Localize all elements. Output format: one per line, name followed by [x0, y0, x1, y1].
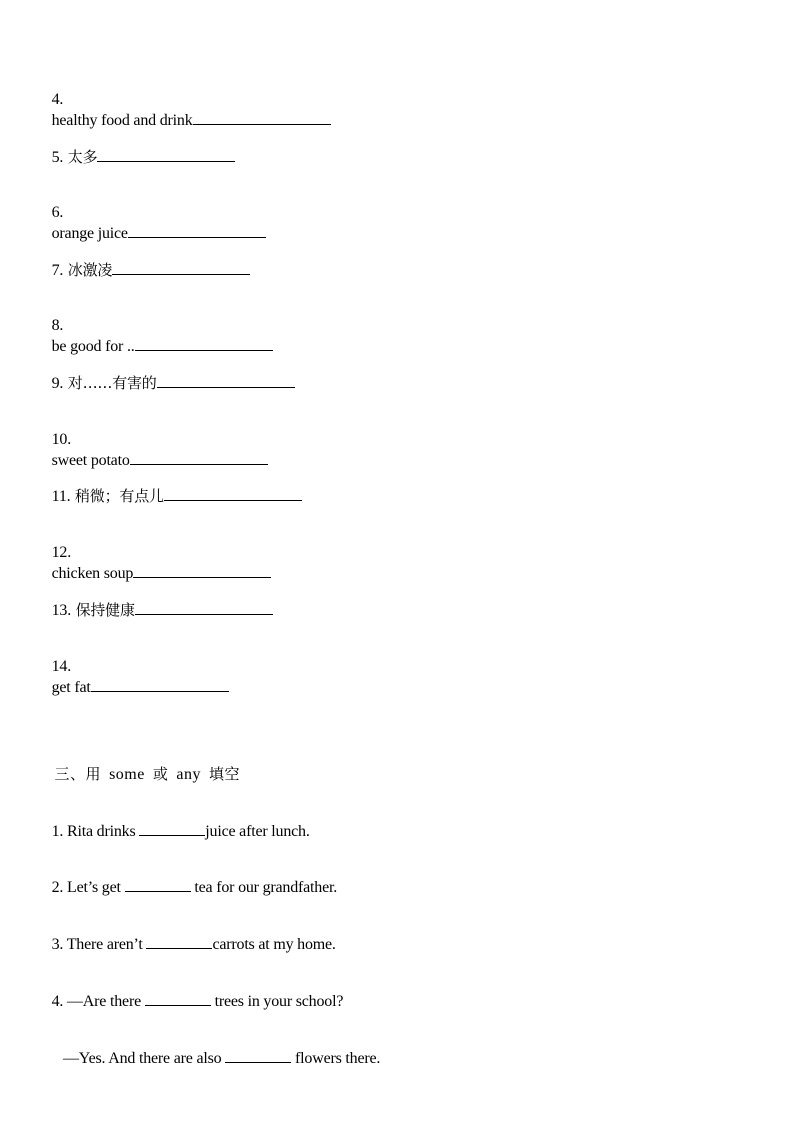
item-text: 保持健康: [71, 601, 135, 619]
section-word-some: some: [109, 766, 145, 783]
item-number: 5.: [51, 149, 64, 166]
item-number: 7.: [51, 262, 64, 279]
answer-blank[interactable]: [157, 373, 295, 388]
sentence-end: trees in your school?: [210, 993, 344, 1010]
item-text: sweet potato: [51, 452, 130, 469]
fill-sentence: [44, 914, 336, 955]
item-text: get fat: [51, 679, 91, 696]
sentence-end: carrots at my home.: [212, 936, 336, 953]
answer-blank[interactable]: [164, 486, 302, 501]
vocab-item: [44, 523, 271, 584]
fill-sentence: [44, 801, 310, 842]
section-heading: [44, 744, 240, 785]
answer-blank[interactable]: [133, 563, 271, 578]
item-number: 6.: [51, 204, 64, 221]
item-number: 14.: [51, 658, 72, 675]
sentence-start: 4. —Are there: [51, 993, 145, 1010]
answer-blank[interactable]: [125, 877, 191, 892]
vocab-item: [44, 183, 266, 244]
answer-blank[interactable]: [146, 934, 212, 949]
item-text: 太多: [63, 148, 98, 166]
item-text: 冰激凌: [63, 261, 113, 279]
item-text: chicken soup: [51, 565, 134, 582]
answer-blank[interactable]: [135, 336, 273, 351]
vocab-item: [44, 127, 235, 168]
item-number: 10.: [51, 431, 72, 448]
sentence-start: 3. There aren’t: [51, 936, 147, 953]
section-mid: 或: [152, 765, 169, 783]
item-number: 8.: [51, 317, 64, 334]
fill-sentence: [44, 1028, 380, 1069]
answer-blank[interactable]: [225, 1048, 291, 1063]
item-text: healthy food and drink: [51, 112, 193, 129]
answer-blank[interactable]: [130, 450, 268, 465]
answer-blank[interactable]: [91, 677, 229, 692]
vocab-item: [44, 466, 302, 507]
item-text: be good for ..: [51, 338, 135, 355]
answer-blank[interactable]: [135, 600, 273, 615]
item-number: 4.: [51, 91, 64, 108]
answer-blank[interactable]: [112, 260, 250, 275]
item-number: 12.: [51, 544, 72, 561]
vocab-item: [44, 296, 273, 357]
sentence-start: 1. Rita drinks: [51, 823, 140, 840]
sentence-end: tea for our grandfather.: [190, 879, 338, 896]
vocab-item: [44, 580, 273, 621]
answer-blank[interactable]: [193, 110, 331, 125]
section-prefix: 三、用: [54, 765, 102, 783]
fill-sentence: [44, 971, 343, 1012]
answer-blank[interactable]: [128, 223, 266, 238]
vocab-item: [44, 353, 295, 394]
sentence-start: 2. Let’s get: [51, 879, 125, 896]
item-number: 9.: [51, 375, 64, 392]
item-text: orange juice: [51, 225, 128, 242]
sentence-end: juice after lunch.: [205, 823, 310, 840]
vocab-item: [44, 637, 229, 698]
item-text: 稍微；有点儿: [70, 487, 164, 505]
vocab-item: [44, 240, 250, 281]
section-suffix: 填空: [208, 765, 240, 783]
answer-blank[interactable]: [97, 147, 235, 162]
answer-blank[interactable]: [145, 991, 211, 1006]
fill-sentence: [44, 857, 337, 898]
answer-blank[interactable]: [139, 821, 205, 836]
vocab-item: [44, 70, 331, 131]
item-text: 对……有害的: [63, 374, 157, 392]
sentence-end: flowers there.: [291, 1050, 381, 1067]
sentence-start: —Yes. And there are also: [51, 1050, 226, 1067]
vocab-item: [44, 410, 268, 471]
item-number: 13.: [51, 602, 72, 619]
section-word-any: any: [176, 766, 201, 783]
item-number: 11.: [51, 488, 71, 505]
